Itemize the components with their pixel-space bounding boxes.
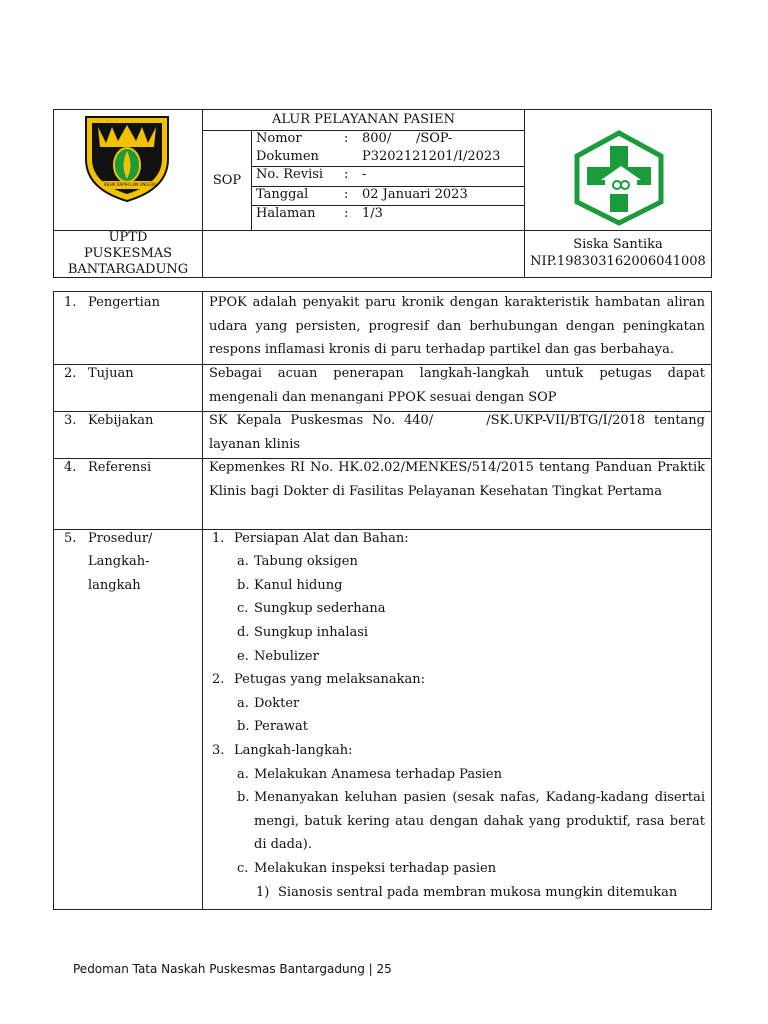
field-label: Halaman: [256, 206, 316, 221]
field-sep: :: [344, 187, 349, 202]
org-name: PUSKESMAS: [83, 246, 173, 261]
list-marker: 3.: [212, 743, 225, 758]
field-value: P3202121201/I/2023: [362, 149, 501, 164]
field-label: Nomor: [256, 131, 302, 146]
sop-label: SOP: [212, 173, 242, 188]
list-marker: b.: [237, 790, 250, 805]
section-label: Pengertian: [88, 295, 160, 310]
signer-name: Siska Santika: [573, 237, 663, 252]
section-label: Kebijakan: [88, 413, 154, 428]
list-item: Persiapan Alat dan Bahan:: [234, 531, 409, 546]
section-text: SK Kepala Puskesmas No. 440/ /SK.UKP-VII/BTG/I/2018 tentang layanan klinis: [209, 413, 710, 452]
list-marker: a.: [237, 696, 249, 711]
list-marker: b.: [237, 578, 250, 593]
field-value: 800/ /SOP-: [362, 131, 453, 146]
list-marker: c.: [237, 861, 249, 876]
regency-logo: [84, 115, 170, 203]
list-marker: a.: [237, 554, 249, 569]
list-marker: e.: [237, 649, 249, 664]
list-item: Petugas yang melaksanakan:: [234, 672, 425, 687]
org-name: UPTD: [108, 230, 148, 245]
section-number: 4.: [64, 460, 77, 475]
list-item: Dokter: [254, 696, 300, 711]
list-item: Melakukan inspeksi terhadap pasien: [254, 861, 497, 876]
section-number: 5.: [64, 531, 77, 546]
list-marker: 1): [256, 885, 270, 900]
section-number: 3.: [64, 413, 77, 428]
list-item: Sianosis sentral pada membran mukosa mungkin ditemukan: [278, 885, 678, 900]
org-name: BANTARGADUNG: [67, 262, 189, 277]
list-marker: d.: [237, 625, 250, 640]
list-item: Perawat: [254, 719, 308, 734]
field-label: No. Revisi: [256, 167, 324, 182]
section-number: 2.: [64, 366, 77, 381]
signer-nip: NIP.198303162006041008: [530, 254, 706, 269]
section-label: langkah: [88, 578, 141, 593]
list-item: Langkah-langkah:: [234, 743, 353, 758]
field-value: 02 Januari 2023: [362, 187, 468, 202]
field-label: Tanggal: [256, 187, 309, 202]
field-sep: :: [344, 131, 349, 146]
list-item: Nebulizer: [254, 649, 319, 664]
field-label: Dokumen: [256, 149, 319, 164]
field-sep: :: [344, 167, 349, 182]
section-number: 1.: [64, 295, 77, 310]
section-text: PPOK adalah penyakit paru kronik dengan karakteristik hambatan aliran udara yang persisten, progresif dan berhubungan dengan peningkatan respons inflamasi kronis di paru terhadap partikel dan gas berbahaya.: [209, 295, 705, 357]
logo-motto: RESIK RAPIH LAN UNGGUL: [104, 182, 157, 187]
list-item: Tabung oksigen: [254, 554, 358, 569]
field-value: -: [362, 167, 367, 182]
list-item: Menanyakan keluhan pasien (sesak nafas, Kadang-kadang disertai mengi, batuk kering atau dengan dahak yang produktif, rasa berat di dada).: [254, 790, 705, 852]
list-item: Sungkup inhalasi: [254, 625, 369, 640]
list-item: Melakukan Anamesa terhadap Pasien: [254, 767, 502, 782]
puskesmas-logo: [573, 130, 665, 226]
list-item: Kanul hidung: [254, 578, 343, 593]
section-text: Sebagai acuan penerapan langkah-langkah untuk petugas dapat mengenali dan menangani PPOK sesuai dengan SOP: [209, 366, 705, 405]
page-footer: Pedoman Tata Naskah Puskesmas Bantargadung | 25: [73, 962, 392, 976]
list-item: Sungkup sederhana: [254, 601, 386, 616]
section-label: Langkah-: [88, 554, 150, 569]
field-value: 1/3: [362, 206, 383, 221]
field-sep: :: [344, 206, 349, 221]
list-marker: b.: [237, 719, 250, 734]
section-label: Referensi: [88, 460, 152, 475]
list-marker: 1.: [212, 531, 225, 546]
section-text: Kepmenkes RI No. HK.02.02/MENKES/514/2015 tentang Panduan Praktik Klinis bagi Dokter di Fasilitas Pelayanan Kesehatan Tingkat Pertama: [209, 460, 705, 499]
list-marker: c.: [237, 601, 249, 616]
section-label: Prosedur/: [88, 531, 153, 546]
section-label: Tujuan: [88, 366, 134, 381]
list-marker: a.: [237, 767, 249, 782]
list-marker: 2.: [212, 672, 225, 687]
document-title: ALUR PELAYANAN PASIEN: [272, 112, 455, 127]
